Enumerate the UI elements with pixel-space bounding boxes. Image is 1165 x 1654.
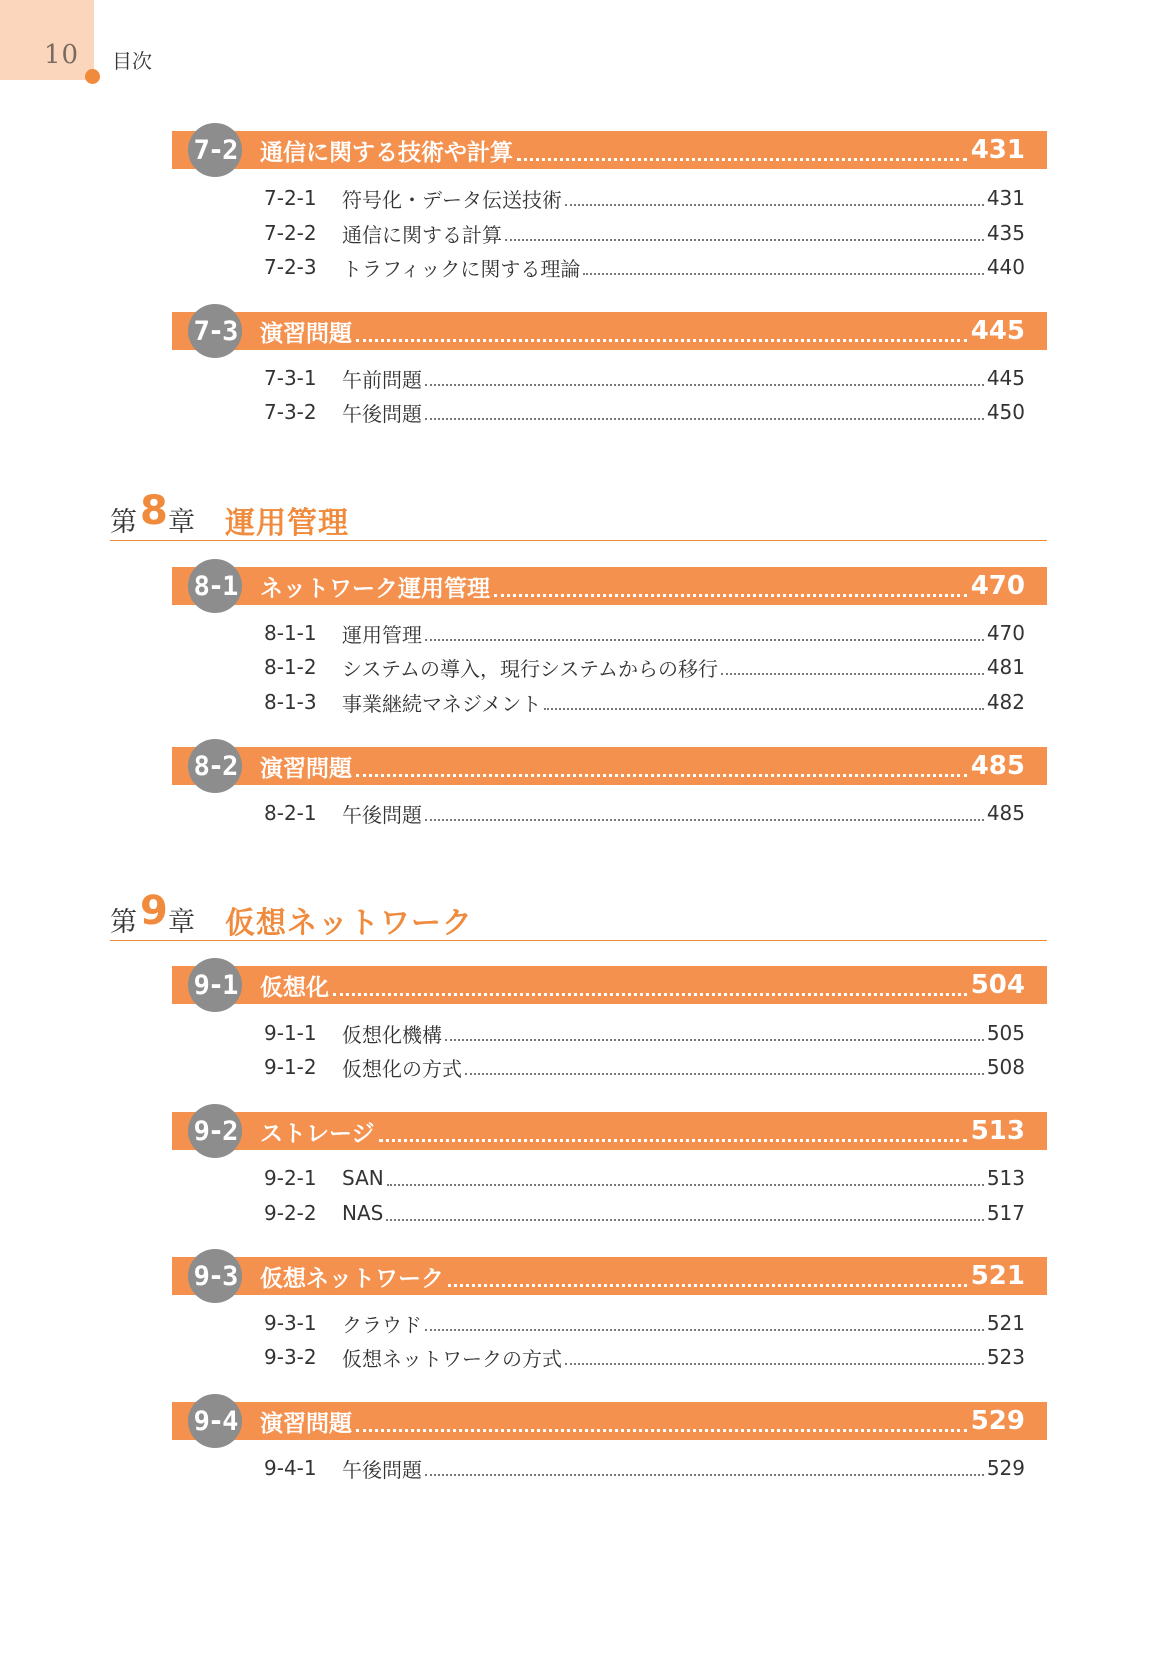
section-title: 通信に関する技術や計算 [260,139,513,166]
chapter-prefix: 第 [110,907,137,938]
leader-dots [356,774,967,777]
section-number-badge: 9-2 [188,1104,242,1158]
subsection-number: 7-3-2 [264,400,317,424]
subsection-number: 8-1-1 [264,621,317,645]
section-page: 485 [970,751,1025,781]
subsection-page: 450 [986,400,1025,424]
chapter-heading [110,890,1047,941]
page-number: 10 [44,40,80,70]
leader-dots [425,1474,984,1476]
chapter-suffix: 章 [168,907,195,938]
subsection-number: 9-3-1 [264,1311,317,1335]
subsection-title: 符号化・データ伝送技術 [342,187,562,212]
subsection-entry[interactable] [264,1163,1025,1193]
subsection-number: 9-1-2 [264,1055,317,1079]
subsection-number: 9-4-1 [264,1456,317,1480]
subsection-title: SAN [342,1166,384,1190]
section-title: ストレージ [260,1120,375,1147]
subsection-number: 8-1-3 [264,690,317,714]
subsection-number: 9-2-2 [264,1201,317,1225]
subsection-number: 9-1-1 [264,1021,317,1045]
subsection-title: トラフィックに関する理論 [342,256,581,281]
leader-dots [544,708,983,710]
subsection-entry[interactable] [264,1308,1025,1338]
chapter-number: 9 [140,888,168,934]
section-entry[interactable] [260,1402,1025,1440]
subsection-number: 8-2-1 [264,801,317,825]
subsection-title: クラウド [342,1312,422,1337]
subsection-number: 7-3-1 [264,366,317,390]
leader-dots [505,239,984,241]
subsection-title: 仮想化の方式 [342,1056,462,1081]
subsection-number: 7-2-2 [264,221,317,245]
section-number-badge: 9-4 [188,1394,242,1448]
subsection-page: 481 [986,655,1025,679]
leader-dots [583,273,983,275]
subsection-page: 485 [986,801,1025,825]
subsection-entry[interactable] [264,1198,1025,1228]
section-page: 445 [970,316,1025,346]
section-number-badge: 8-2 [188,739,242,793]
section-title: 演習問題 [260,320,352,347]
leader-dots [379,1139,967,1142]
section-number-badge: 9-1 [188,958,242,1012]
section-page: 521 [970,1261,1025,1291]
section-number-badge: 9-3 [188,1249,242,1303]
subsection-entry[interactable] [264,687,1025,717]
subsection-title: 午前問題 [342,367,422,392]
subsection-page: 517 [986,1201,1025,1225]
section-page: 529 [970,1406,1025,1436]
subsection-entry[interactable] [264,652,1025,682]
subsection-entry[interactable] [264,1018,1025,1048]
subsection-title: 午後問題 [342,401,422,426]
subsection-entry[interactable] [264,252,1025,282]
subsection-page: 431 [986,186,1025,210]
subsection-number: 9-2-1 [264,1166,317,1190]
section-title: 仮想化 [260,974,329,1001]
subsection-entry[interactable] [264,218,1025,248]
section-title: 演習問題 [260,1410,352,1437]
section-entry[interactable] [260,747,1025,785]
leader-dots [425,384,984,386]
subsection-page: 505 [986,1021,1025,1045]
subsection-title: 運用管理 [342,622,422,647]
subsection-entry[interactable] [264,1453,1025,1483]
leader-dots [494,594,967,597]
section-number-badge: 8-1 [188,559,242,613]
section-entry[interactable] [260,966,1025,1004]
section-title: 演習問題 [260,755,352,782]
leader-dots [517,158,967,161]
leader-dots [386,1219,983,1221]
leader-dots [356,1429,967,1432]
section-entry[interactable] [260,1257,1025,1295]
subsection-page: 440 [986,255,1025,279]
leader-dots [356,339,967,342]
subsection-title: システムの導入，現行システムからの移行 [342,656,718,681]
subsection-page: 435 [986,221,1025,245]
section-page: 504 [970,970,1025,1000]
leader-dots [333,993,967,996]
subsection-title: 通信に関する計算 [342,222,502,247]
leader-dots [425,639,984,641]
chapter-suffix: 章 [168,507,195,538]
chapter-title: 仮想ネットワーク [225,906,473,941]
section-page: 513 [970,1116,1025,1146]
section-entry[interactable] [260,312,1025,350]
leader-dots [565,1363,984,1365]
chapter-heading [110,490,1047,541]
chapter-title: 運用管理 [225,506,349,541]
subsection-page: 470 [986,621,1025,645]
section-title: 仮想ネットワーク [260,1265,444,1292]
subsection-page: 513 [986,1166,1025,1190]
leader-dots [721,673,984,675]
section-entry[interactable] [260,1112,1025,1150]
leader-dots [445,1039,984,1041]
subsection-title: 仮想ネットワークの方式 [342,1346,562,1371]
leader-dots [448,1284,967,1287]
subsection-number: 9-3-2 [264,1345,317,1369]
subsection-entry[interactable] [264,183,1025,213]
leader-dots [565,204,984,206]
subsection-entry[interactable] [264,618,1025,648]
section-title: ネットワーク運用管理 [260,575,490,602]
running-title: 目次 [112,49,152,73]
subsection-entry[interactable] [264,363,1025,393]
leader-dots [387,1184,984,1186]
subsection-page: 521 [986,1311,1025,1335]
leader-dots [425,1329,984,1331]
section-number-badge: 7-3 [188,304,242,358]
leader-dots [425,819,984,821]
section-entry[interactable] [260,131,1025,169]
subsection-title: 午後問題 [342,802,422,827]
subsection-entry[interactable] [264,1342,1025,1372]
subsection-entry[interactable] [264,798,1025,828]
section-number-badge: 7-2 [188,123,242,177]
subsection-page: 523 [986,1345,1025,1369]
section-page: 431 [970,135,1025,165]
subsection-title: 仮想化機構 [342,1022,442,1047]
subsection-page: 445 [986,366,1025,390]
leader-dots [425,418,984,420]
chapter-number: 8 [140,488,168,534]
subsection-title: NAS [342,1201,384,1225]
subsection-entry[interactable] [264,397,1025,427]
subsection-page: 482 [986,690,1025,714]
section-entry[interactable] [260,567,1025,605]
subsection-number: 8-1-2 [264,655,317,679]
subsection-entry[interactable] [264,1052,1025,1082]
chapter-prefix: 第 [110,507,137,538]
subsection-page: 529 [986,1456,1025,1480]
subsection-title: 事業継続マネジメント [342,691,542,716]
section-page: 470 [970,571,1025,601]
leader-dots [465,1073,984,1075]
subsection-page: 508 [986,1055,1025,1079]
subsection-title: 午後問題 [342,1457,422,1482]
subsection-number: 7-2-1 [264,186,317,210]
subsection-number: 7-2-3 [264,255,317,279]
